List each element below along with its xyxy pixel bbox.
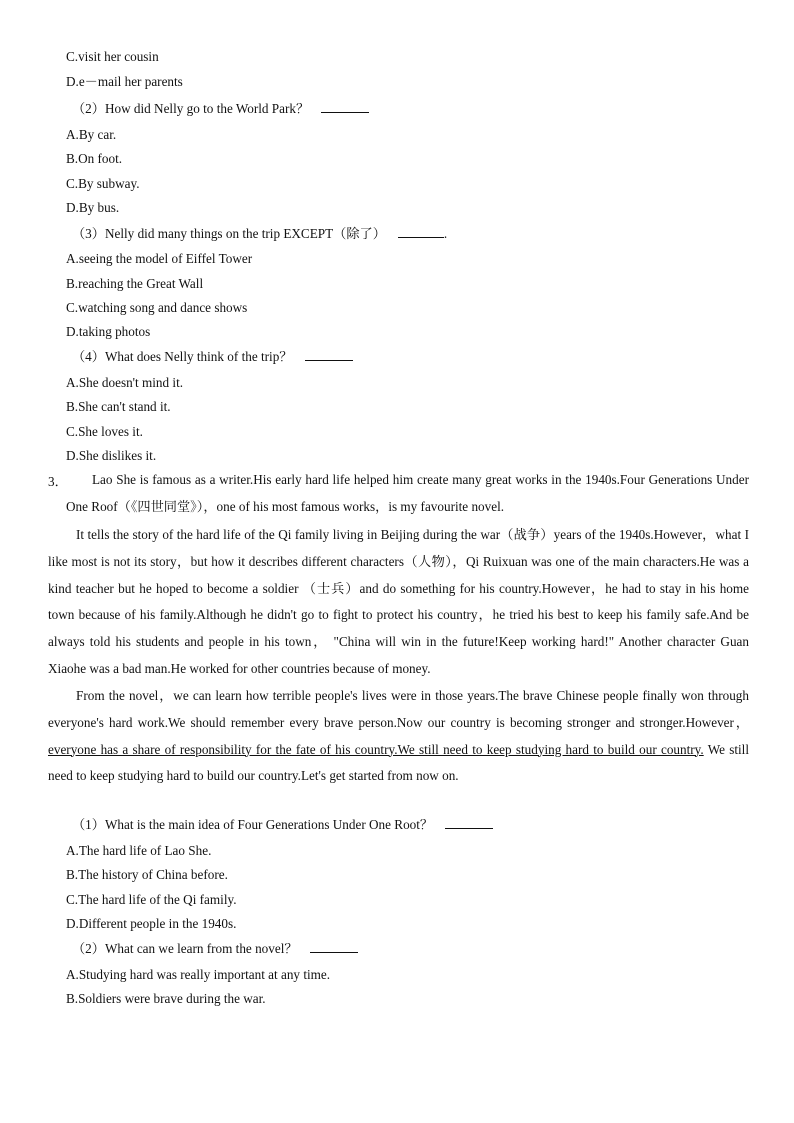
question-3-1 bbox=[72, 816, 493, 834]
paragraph-text-end: We still need to keep studying hard to build our country.Let's get started from now on. bbox=[48, 741, 749, 784]
question-3-2 bbox=[72, 940, 358, 958]
option-c: C.watching song and dance shows bbox=[66, 300, 248, 315]
option-d: D.Different people in the 1940s. bbox=[66, 916, 237, 931]
question-2-3 bbox=[72, 225, 447, 243]
passage-paragraph-3 bbox=[48, 683, 749, 790]
question-text: （3）Nelly did many things on the trip EXCEPT（除了） bbox=[72, 226, 386, 241]
question-text: （4）What does Nelly think of the trip？ bbox=[72, 349, 293, 364]
underlined-sentence: everyone has a share of responsibility for the fate of his country.We still need to keep studying hard to build our country. bbox=[48, 741, 704, 757]
question-2-2 bbox=[72, 100, 369, 118]
paragraph-text: From the novel，we can learn how terrible people's lives were in those years.The brave Chinese people finally won through everyone's hard work.We should remember every brave person.Now our country is becoming stronger and stronger.However， bbox=[48, 688, 749, 730]
answer-blank[interactable] bbox=[310, 940, 358, 953]
question-period: . bbox=[443, 226, 448, 241]
option-b: B.Soldiers were brave during the war. bbox=[66, 991, 266, 1006]
option-a: A.She doesn't mind it. bbox=[66, 375, 184, 390]
answer-blank[interactable] bbox=[445, 816, 493, 829]
passage-paragraph-2: It tells the story of the hard life of the Qi family living in Beijing during the war（战争）years of the 1940s.However，what I like most is not its story，but how it describes different characters（人物），Qi Ruixuan was one of the main characters.He was a kind teacher but he hoped to become a soldier （士兵）and do something for his country.However，he had to stay in his home town because of his family.Although he didn't go to fight to protect his country，he tried his best to keep his family safe.And be always told his students and people in his town， "China will win in the future!Keep working hard!" Another character Guan Xiaohe was a bad man.He worked for other countries because of money. bbox=[48, 527, 749, 676]
option-d: D.taking photos bbox=[66, 324, 151, 339]
option-c: C.The hard life of the Qi family. bbox=[66, 892, 237, 907]
option-d: D.By bus. bbox=[66, 200, 120, 215]
answer-blank[interactable] bbox=[305, 348, 353, 361]
option-c: C.She loves it. bbox=[66, 424, 143, 439]
option-a: A.seeing the model of Eiffel Tower bbox=[66, 251, 253, 266]
option-a: A.Studying hard was really important at any time. bbox=[66, 967, 331, 982]
option-b: B.On foot. bbox=[66, 151, 123, 166]
option-d: D.She dislikes it. bbox=[66, 448, 157, 463]
question-2-4 bbox=[72, 348, 353, 366]
option-c: C.visit her cousin bbox=[66, 49, 159, 64]
option-c: C.By subway. bbox=[66, 176, 140, 191]
answer-blank[interactable] bbox=[321, 100, 369, 113]
question-number: 3． bbox=[48, 474, 68, 489]
passage-paragraph-1: Lao She is famous as a writer.His early hard life helped him create many great works in the 1940s.Four Generations Under One Roof（《四世同堂》），one of his most famous works，is my favourite novel. bbox=[66, 472, 749, 514]
option-a: A.By car. bbox=[66, 127, 117, 142]
question-text: （1）What is the main idea of Four Generations Under One Root？ bbox=[72, 817, 434, 832]
answer-blank[interactable] bbox=[398, 225, 444, 238]
option-b: B.reaching the Great Wall bbox=[66, 276, 204, 291]
option-d: D.e－mail her parents bbox=[66, 74, 183, 89]
option-a: A.The hard life of Lao She. bbox=[66, 843, 212, 858]
question-text: （2）What can we learn from the novel？ bbox=[72, 941, 298, 956]
option-b: B.The history of China before. bbox=[66, 867, 228, 882]
option-b: B.She can't stand it. bbox=[66, 399, 171, 414]
question-text: （2）How did Nelly go to the World Park？ bbox=[72, 101, 310, 116]
